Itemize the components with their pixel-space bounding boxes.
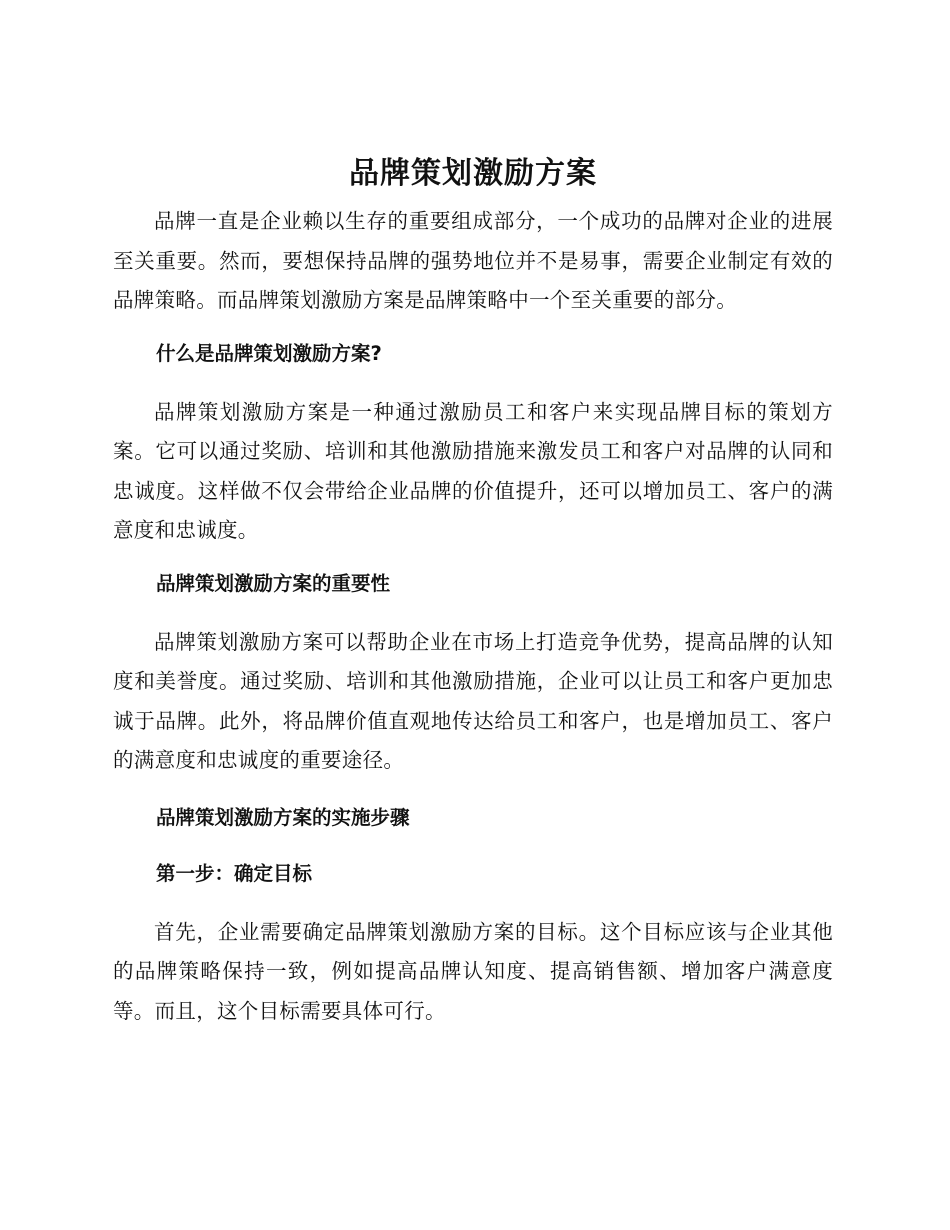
section-paragraph-what-is: 品牌策划激励方案是一种通过激励员工和客户来实现品牌目标的策划方案。它可以通过奖励、培训和其他激励措施来激发员工和客户对品牌的认同和忠诚度。这样做不仅会带给企业品牌的价值提升，还可以增加员工、客户的满意度和忠诚度。: [113, 399, 833, 542]
document-body: [113, 150, 833, 1031]
section-heading-importance: 品牌策划激励方案的重要性: [156, 571, 391, 595]
document-title: 品牌策划激励方案: [349, 156, 597, 191]
intro-paragraph: 品牌一直是企业赖以生存的重要组成部分，一个成功的品牌对企业的进展至关重要。然而，要想保持品牌的强势地位并不是易事，需要企业制定有效的品牌策略。而品牌策划激励方案是品牌策略中一个至关重要的部分。: [113, 209, 833, 312]
section-heading-steps: 品牌策划激励方案的实施步骤: [156, 805, 410, 829]
step-one-paragraph: 首先，企业需要确定品牌策划激励方案的目标。这个目标应该与企业其他的品牌策略保持一致，例如提高品牌认知度、提高销售额、增加客户满意度等。而且，这个目标需要具体可行。: [113, 919, 833, 1023]
section-heading-what-is: 什么是品牌策划激励方案?: [156, 341, 382, 365]
step-one-heading: 第一步：确定目标: [156, 861, 313, 885]
section-paragraph-importance: 品牌策划激励方案可以帮助企业在市场上打造竞争优势，提高品牌的认知度和美誉度。通过奖励、培训和其他激励措施，企业可以让员工和客户更加忠诚于品牌。此外，将品牌价值直观地传达给员工和客户，也是增加员工、客户的满意度和忠诚度的重要途径。: [113, 629, 833, 772]
